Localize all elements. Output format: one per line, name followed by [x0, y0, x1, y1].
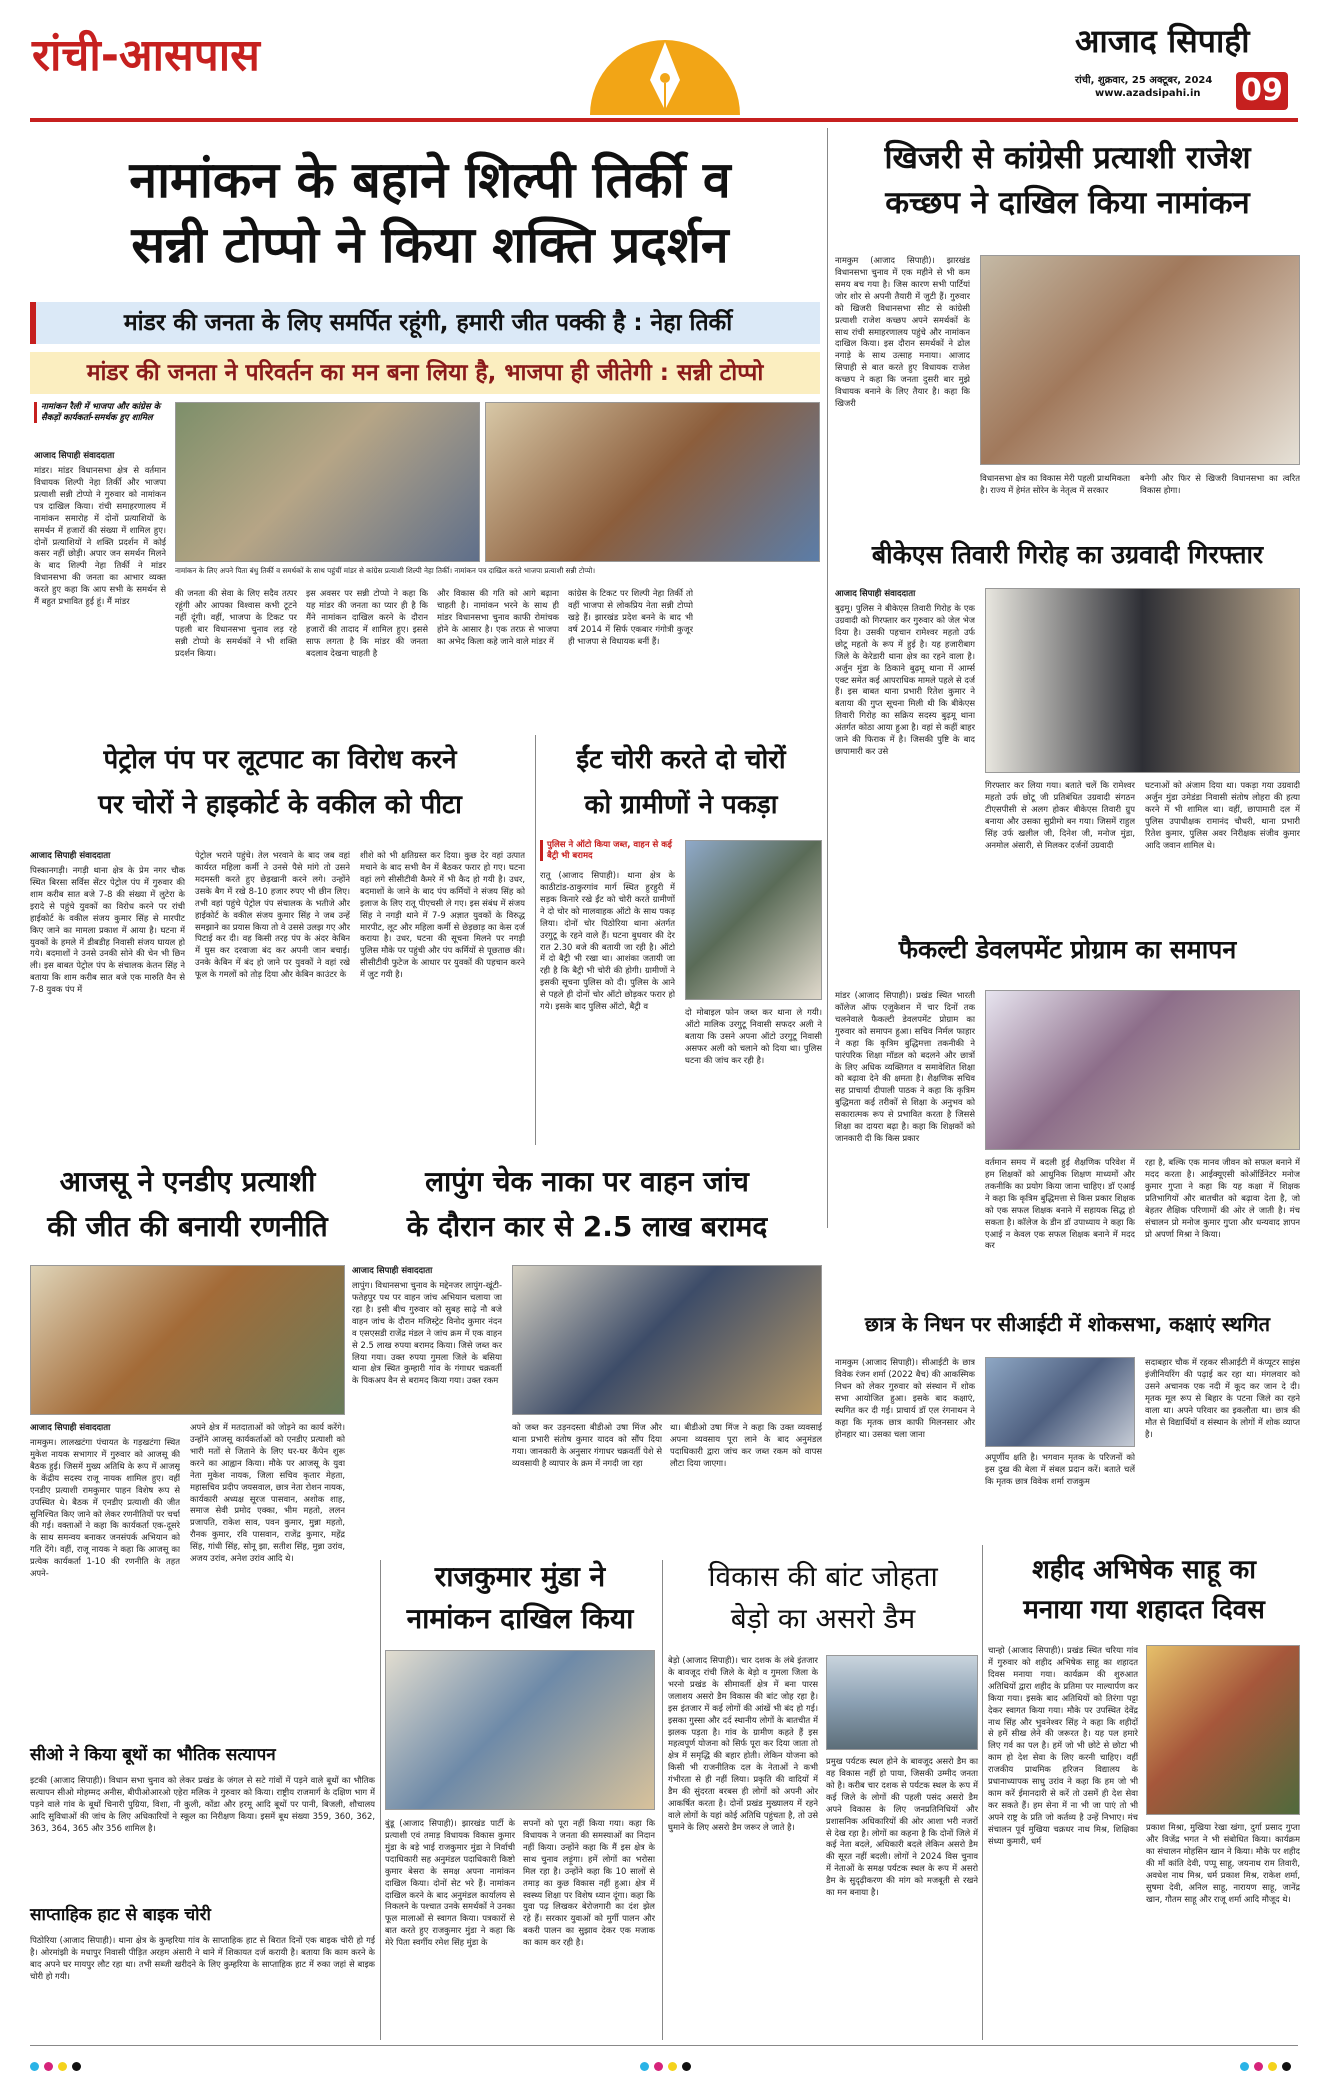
rajkumar-body: बुंडू (आजाद सिपाही)। झारखंड पार्टी के प्रत्याशी एवं तमाड़ विधायक विकास कुमार मुंडा के बड़े भाई राजकुमार मुंडा ने निर्वाची पदाधिकारी सह अनुमंडल पदाधिकारी किष्टो कुमार बेसरा के समक्ष अपना नामांकन दाखिल किया। दोनों सेट भरे हैं। नामांकन दाखिल करने के बाद अनुमंडल कार्यालय से निकलने के पश्चात उनके समर्थकों ने उनका फूल मालाओं से स्वागत किया। पत्रकारों से बात करते हुए राजकुमार मुंडा ने कहा कि मेरे पिता स्वर्गीय रमेश सिंह मुंडा के [385, 1818, 515, 1948]
lead-photo-caption: नामांकन के लिए अपने पिता बंधु तिर्की व समर्थकों के साथ पहुंचीं मांडर से कांग्रेस प्रत्याशी शिल्पी नेहा तिर्की। नामांकन पत्र दाखिल करते भाजपा प्रत्याशी सन्नी टोप्पो। [175, 566, 596, 575]
khijri-body-2: विधानसभा क्षेत्र का विकास मेरी पहली प्राथमिकता है। राज्य में हेमंत सोरेन के नेतृत्व में सरकार [980, 473, 1130, 495]
bks-body-3: घटनाओं को अंजाम दिया था। पकड़ा गया उग्रवादी अर्जुन मुंडा उमेडंडा निवासी संतोष लोहरा की हत्या करने में भी शामिल था। वहीं, छापामारी दल में पुलिस उपाधीक्षक रामानंद चौधरी, थाना प्रभारी रितेश कुमार, पुलिस अवर निरीक्षक संजीव कुमार आदि जवान शामिल थे। [1145, 780, 1300, 850]
petrol-headline-line2: पर चोरों ने हाइकोर्ट के वकील को पीटा [98, 790, 462, 820]
color-dot [44, 2062, 53, 2071]
pen-nib-logo-icon [590, 20, 740, 115]
lead-body-col2: की जनता की सेवा के लिए सदैव तत्पर रहूंगी और आपका विश्वास कभी टूटने नहीं दूंगी। वहीं, भाजपा के टिकट पर पहली बार विधानसभा चुनाव लड़ रहे सन्नी टोप्पो के समर्थकों ने भी शक्ति प्रदर्शन किया। [175, 588, 297, 658]
bks-byline: आजाद सिपाही संवाददाता [835, 589, 916, 599]
header-rule [30, 118, 1298, 122]
vikas-body: बेड़ो (आजाद सिपाही)। चार दशक के लंबे इंतजार के बावजूद रांची जिले के बेड़ो व गुमला जिला के भरनो प्रखंड के सीमावर्ती क्षेत्र में बना पारस जलाशय असरो डैम विकास की बांट जोह रहा है। इस इंतजार में कई लोगों की आंखें भी बंद हो गई। इसका गुस्सा और दर्द स्थानीय लोगों के बातचीत में झलक पड़ता है। गांव के ग्रामीण कहते हैं इस महत्वपूर्ण योजना को सिर्फ पूरा कर दिया जाता तो क्षेत्र में समृद्धि की बहार होती। लेकिन योजना को किसी भी राजनीतिक दल के नेताओं ने कभी गंभीरता से ही नहीं लिया। प्रकृति की वादियों में डैम की सुंदरता बरबस ही लोगों को अपनी ओर आकर्षित करता है। दोनों प्रखंड मुख्यालय में रहने वाले लोगों के यहां कोई अतिथि पहुंचता है, तो उसे घुमाने के लिए असरो डैम जरूर ले जाते है। [668, 1655, 818, 1832]
column-divider-mid [535, 735, 536, 1145]
brick-body: रातू (आजाद सिपाही)। थाना क्षेत्र के काठीटांड-ठाकुरगांव मार्ग स्थित हुरहुरी में सड़क किनारे रखे ईंट को चोरी करते ग्रामीणों ने दो चोर को मालवाहक ऑटो के साथ पकड़ लिया। दोनों चोर पिठोरिया थाना अंतर्गत उरगुटू के रहने वाले हैं। घटना बुधवार की देर रात 2.30 बजे की बतायी जा रही है। ऑटो में दो बैट्री भी रखा था। आशंका जतायी जा रही है कि बैट्री भी चोरी की होगी। ग्रामीणों ने इसकी सूचना पुलिस को दी। पुलिस के आने से पहले ही दोनों चोर ऑटो छोड़कर फरार हो गये। इसके बाद पुलिस ऑटो, बैट्री व [540, 870, 675, 1012]
lead-deck-1: मांडर की जनता के लिए समर्पित रहूंगी, हमारी जीत पक्की है : नेहा तिर्की [30, 302, 820, 344]
brick-photo [685, 840, 822, 1000]
khijri-body-3: बनेगी और फिर से खिजरी विधानसभा का त्वरित विकास होगा। [1140, 473, 1300, 495]
color-dot [72, 2062, 81, 2071]
khijri-story [835, 130, 1300, 530]
lead-deck-2: मांडर की जनता ने परिवर्तन का मन बना लिया है, भाजपा ही जीतेगी : सन्नी टोप्पो [30, 352, 820, 394]
vikas-headline-line1: विकास की बांट जोहता [708, 1560, 938, 1593]
column-divider-right [827, 128, 828, 1228]
sit-story [835, 1312, 1300, 1542]
faculty-headline: फैकल्टी डेवलपमेंट प्रोग्राम का समापन [898, 935, 1237, 964]
shaheed-photo [1146, 1645, 1300, 1815]
page-number: 09 [1236, 72, 1288, 110]
lead-body-col5: कांग्रेस के टिकट पर शिल्पी नेहा तिर्की तो वहीं भाजपा से लोकप्रिय नेता सन्नी टोप्पो खड़े हैं। झारखंड प्रदेश बनने के बाद भी वर्ष 2014 में सिर्फ एकबार गंगोत्री कुजूर ही भाजपा से विधायक बनीं हैं। [568, 588, 693, 646]
column-divider-bottom-2 [662, 1560, 663, 2040]
color-dot [30, 2062, 39, 2071]
bks-photo [985, 588, 1300, 773]
brick-headline-line1: ईंट चोरी करते दो चोरों [576, 745, 786, 775]
faculty-body-2: वर्तमान समय में बदली हुई शैक्षणिक परिवेश में हम शिक्षकों को आधुनिक शिक्षण माध्यमों और तकनीकि का प्रयोग किया जाना चाहिए। डॉ एआई ने कहा कि कृत्रिम बुद्धिमत्ता से किस प्रकार शिक्षक को एक सफल शिक्षक बनाने में सहायक सिद्ध हो सकता है। कॉलेज के डीन डॉ उपाध्याय ने कहा कि एआई न केवल एक सफल शिक्षक बनाने में मदद कर [985, 1157, 1135, 1251]
brick-headline-line2: को ग्रामीणों ने पकड़ा [584, 790, 778, 820]
lapung-body: लापुंग। विधानसभा चुनाव के मद्देनजर लापुंग-खूंटी-फतेहपुर पथ पर वाहन जांच अभियान चलाया जा रहा है। इसी बीच गुरुवार को सुबह साढ़े नौ बजे वाहन जांच के दौरान मजिस्ट्रेट विनोद कुमार नंदन व एसएसडी राजेंद्र मंडल ने जांच क्रम में एक वाहन से 2.5 लाख रुपया बरामद किया। जिसे जब्त कर लिया गया। उक्त रुपया गुमला जिले के बसिया थाना क्षेत्र स्थित कुम्हारी गांव के गंगाधर चक्रवर्ती के पिकअप वैन से बरामद किया गया। उक्त रकम [352, 1280, 502, 1386]
petrol-headline-line1: पेट्रोल पंप पर लूटपाट का विरोध करने [103, 745, 457, 775]
rajkumar-photo [385, 1650, 655, 1810]
sit-body: नामकुम (आजाद सिपाही)। सीआईटी के छात्र विवेक रंजन शर्मा (2022 बैच) की आकस्मिक निधन को लेकर गुरुवार को संस्थान में शोक सभा आयोजित हुआ। इसके बाद कक्षाएं, स्थगित कर दी गई। प्राचार्य डॉ एल रंगनाथन ने कहा कि मृतक छात्र काफी मिलनसार और होनहार था। उसका चला जाना [835, 1357, 975, 1439]
color-dot [640, 2062, 649, 2071]
rajkumar-headline-line2: नामांकन दाखिल किया [406, 1602, 634, 1635]
ajsu-body-2: अपने क्षेत्र में मतदाताओं को जोड़ने का कार्य करेंगे। उन्होंने आजसू कार्यकर्ताओं को एनडीए प्रत्याशी को भारी मतों से जिताने के लिए घर-घर कैंपेन शुरू करने का आह्वान किया। मौके पर आजसू के युवा नेता मुकेश नायक, जिला सचिव कृतार मेहता, महासचिव प्रदीप जयसवाल, छात्र नेता रोशन नायक, कार्यकारी अध्यक्ष सूरज पासवान, अशोक शाह, समाज सेवी प्रमोद एक्का, भीम महतो, ललन प्रजापति, राकेश साव, पवन कुमार, मुन्ना महतो, रौनक कुमार, रवि पासवान, राजेंद्र कुमार, महेंद्र सिंह, गांधी सिंह, सोनू झा, सतीश सिंह, मुन्ना उरांव, अजय उरांव, अनेश उरांव आदि थे। [190, 1422, 345, 1564]
color-dot [654, 2062, 663, 2071]
color-dot [682, 2062, 691, 2071]
lapung-headline-line2: के दौरान कार से 2.5 लाख बरामद [406, 1210, 768, 1243]
vikas-body-2: प्रमुख पर्यटक स्थल होने के बावजूद असरो डैम का वह विकास नहीं हो पाया, जिसकी उम्मीद जनता को है। करीब चार दशक से पर्यटक स्थल के रूप में कई जिले के लोगों की पहली पसंद असरो डैम अपने विकास के लिए जनप्रतिनिधियों और प्रशासनिक अधिकारियों की ओर आशा भरी नजरों से देख रहा है। लोगों का कहना है कि दोनों जिले में कई नेता बदले, अधिकारी बदले लेकिन असरो डैम की सूरत नहीं बदली। लोगों ने 2024 विस चुनाव में नेताओं के समक्ष पर्यटक स्थल के रूप में असरो डैम के सुदृढ़ीकरण की मांग को मजबूती से रखने का मन बनाया है। [826, 1756, 978, 1898]
rajkumar-headline-line1: राजकुमार मुंडा ने [434, 1560, 606, 1593]
website: www.azadsipahi.in [1095, 88, 1201, 99]
lead-byline: आजाद सिपाही संवाददाता [34, 451, 115, 461]
haat-body: पिठोरिया (आजाद सिपाही)। थाना क्षेत्र के कुम्हरिया गांव के साप्ताहिक हाट से बिरात दिनों एक बाइक चोरी हो गई है। ओरमांझी के मधापुर निवासी पीड़ित अरहम अंसारी ने थाने में शिकायत दर्ज करायी है। बताया कि काम करने के बाद अपने घर मायपुर लौट रहा था। तभी सब्जी खरीदने के लिए कुम्हरिया के साप्ताहिक हाट में रुका जहां से बाइक चोरी हो गयी। [30, 1935, 375, 1981]
lapung-headline-line1: लापुंग चेक नाका पर वाहन जांच [425, 1165, 749, 1198]
shaheed-headline-line1: शहीद अभिषेक साहू का [1032, 1555, 1256, 1585]
ajsu-story [30, 1160, 345, 1735]
dateline: रांची, शुक्रवार, 25 अक्टूबर, 2024 [1075, 75, 1213, 86]
rajkumar-body-2: सपनों को पूरा नहीं किया गया। कहा कि विधायक ने जनता की समस्याओं का निदान नहीं किया। उन्होंने कहा कि मैं इस क्षेत्र के साथ चुनाव लड़ूंगा। हमें लोगों का भरोसा मिल रहा है। उन्होंने कहा कि 10 सालों से तमाड़ का कुछ विकास नहीं हुआ। क्षेत्र में स्वस्थ्य शिक्षा पर विशेष ध्यान दूंगा। कहा कि युवा पढ़ लिखकर बेरोजगारी का दंश झेल रहे हैं। सरकार युवाओं को मुर्गी पालन और बकरी पालन का सुझाव देकर एक मजाक का काम कर रही है। [523, 1818, 655, 1948]
lapung-photo [512, 1265, 822, 1415]
section-title: रांची-आसपास [32, 30, 260, 81]
color-dot [1240, 2062, 1249, 2071]
sit-photo [985, 1357, 1135, 1447]
color-dot [1254, 2062, 1263, 2071]
lead-headline-line1: नामांकन के बहाने शिल्पी तिर्की व [129, 151, 731, 209]
lead-headline-line2: सन्नी टोप्पो ने किया शक्ति प्रदर्शन [131, 216, 729, 274]
ajsu-headline-line2: की जीत की बनायी रणनीति [47, 1210, 328, 1243]
lead-story [30, 130, 820, 720]
sit-body-3: सदाबहार चौक में रहकर सीआईटी में कंप्यूटर साइंस इंजीनियरिंग की पढ़ाई कर रहा था। मंगलवार को उसने अचानक एक नदी में कूद कर जान दे दी। मृतक मूल रूप से बिहार के पटना जिले का रहने वाला था। अपने परिवार का इकलौता था। छात्र की मौत से विद्यार्थियों व संस्थान के लोगों में शोक व्याप्त है। [1145, 1357, 1300, 1439]
footer-dots-left [30, 2056, 86, 2075]
bks-headline: बीकेएस तिवारी गिरोह का उग्रवादी गिरफ्तार [871, 540, 1264, 569]
faculty-body-3: रहा है, बल्कि एक मानव जीवन को सफल बनाने में मदद करता है। आईक्यूएसी कोऑर्डिनेटर मनोज कुमार गुप्ता ने कहा कि यह कक्षा में शिक्षक प्रतिभागियों और बातचीत को बढ़ावा देता है, जो बेहतर शैक्षिक परिणामों की ओर ले जाती है। मंच संचालन प्रो मनोज कुमार गुप्ता और धन्यवाद ज्ञापन प्रो अपर्णा मिश्रा ने किया। [1145, 1157, 1300, 1239]
footer-dots-center [640, 2056, 696, 2075]
brick-story [540, 735, 822, 1155]
ajsu-body: नामकुम। लालखटंगा पंचायत के गड़खटंगा स्थित मुकेश नायक सभागार में गुरुवार को आजसू की बैठक हुई। जिसमें मुख्य अतिथि के रूप में आजसू के केंद्रीय सदस्य राजू नायक शामिल हुए। वहीं एनडीए प्रत्याशी रामकुमार पाहन विशेष रूप से उपस्थित थे। बैठक में एनडीए प्रत्याशी की जीत सुनिश्चित किए जाने को लेकर रणनीतियों पर चर्चा की गई। वक्ताओं ने कहा कि कार्यकर्ता एक-दूसरे के साथ समन्वय बनाकर जनसंपर्क अभियान को गति देंगे। वहीं, राजू नायक ने कहा कि आजसू का प्रत्येक कार्यकर्ता 1-10 की रणनीति के तहत अपने- [30, 1437, 180, 1579]
haat-headline: साप्ताहिक हाट से बाइक चोरी [30, 1905, 211, 1925]
lapung-body-2: को जब्त कर उड़नदस्ता बीडीओ उषा मिंज और थाना प्रभारी संतोष कुमार यादव को सौंप दिया गया। जानकारी के अनुसार गंगाधर चक्रवर्ती पेशे से व्यवसायी है व्यापार के क्रम में नगदी जा रहा [512, 1422, 662, 1468]
lead-body-col4: और विकास की गति को आगे बढ़ाना चाहती है। नामांकन भरने के साथ ही मांडर विधानसभा चुनाव काफी रोमांचक होने के आसार है। एक तरफ़ से भाजपा का अभेद किला कहे जाने वाले मांडर में [437, 588, 559, 646]
footer-bar [30, 2045, 1298, 2075]
header [0, 0, 1325, 125]
bks-story [835, 540, 1300, 940]
column-divider-bottom-3 [982, 1545, 983, 2040]
khijri-headline-line2: कच्छप ने दाखिल किया नामांकन [885, 185, 1250, 221]
color-dot [668, 2062, 677, 2071]
sio-headline: सीओ ने किया बूथों का भौतिक सत्यापन [30, 1745, 276, 1765]
lapung-byline: आजाद सिपाही संवाददाता [352, 1266, 433, 1276]
ajsu-byline: आजाद सिपाही संवाददाता [30, 1423, 111, 1433]
faculty-photo [985, 990, 1300, 1150]
khijri-photo [980, 255, 1300, 465]
haat-story [30, 1905, 375, 2035]
ajsu-photo [30, 1265, 345, 1415]
sit-body-2: अपूर्णीय क्षति है। भगवान मृतक के परिजनों को इस दुख की बेला में संबल प्रदान करें। बताते चलें कि मृतक छात्र विवेक शर्मा राजकुम [985, 1452, 1135, 1486]
shaheed-body-2: प्रकाश मिश्रा, मुखिया रेखा खंगा, दुर्गा प्रसाद गुप्ता और विजेंद्र भगत ने भी संबोधित किया। कार्यक्रम का संचालन मोहसिन खान ने किया। मौके पर शहीद की माँ कांति देवी, पप्पू साहू, जयनाथ राम तिवारी, अवधेश नाथ मिश्र, धर्म प्रकाश मिश्र, राकेश शर्मा, सुषमा देवी, अनिल साहू, नारायण साहू, जानेंद्र खान, गौतम साहू और राजू शर्मा आदि मौजूद थे। [1146, 1822, 1300, 1904]
shaheed-story [988, 1550, 1300, 2040]
sio-story [30, 1745, 375, 1885]
lead-kicker: नामांकन रैली में भाजपा और कांग्रेस के सैकड़ों कार्यकर्ता-समर्थक हुए शामिल [34, 402, 166, 423]
sio-body: इटकी (आजाद सिपाही)। विधान सभा चुनाव को लेकर प्रखंड के जंगल से सटे गांवों में पड़ने वाले बूथों का भौतिक सत्यापन सीओ मोहम्मद अनीस, बीपीओआरओ एहेरा मलिक ने गुरुवार को किया। राष्ट्रीय राजमार्ग के दक्षिण भाग में पड़ने वाले गांव के बूथों चिनारी पुग्रिया, विशा, नी कुली, कोंडा और हरमू आदि बूथों पर पानी, बिजली, शौचालय आदि सुविधाओं की जांच के लिए अधिकारियों ने स्कूल का निरीक्षण किया। इसमें बूथ संख्या 359, 360, 362, 363, 364, 365 और 356 शामिल है। [30, 1775, 375, 1833]
brick-body-2: दो मोबाइल फोन जब्त कर थाना ले गयी। ऑटो मालिक उरगुटू निवासी सफदर अली ने बताया कि उसने अपना ऑटो उरगुटू निवासी असफर अली को चलाने को दिया था। पुलिस घटना की जांच कर रही है। [685, 1007, 822, 1065]
color-dot [1268, 2062, 1277, 2071]
color-dot [1282, 2062, 1291, 2071]
color-dot [58, 2062, 67, 2071]
khijri-body: नामकुम (आजाद सिपाही)। झारखंड विधानसभा चुनाव में एक महीने से भी कम समय बच गया है। जिस कारण सभी पार्टियां जोर शोर से अपनी तैयारी में जुटी हैं। गुरुवार को खिजरी विधानसभा सीट से कांग्रेसी प्रत्याशी राजेश कच्छप अपने समर्थकों के साथ रांची समाहरणालय पहुंचे और नामांकन दाखिल किया। इस दौरान समर्थकों ने ढोल नगाड़े के साथ उत्साह मनाया। आजाद सिपाही से बात करते हुए विधायक राजेश कच्छप ने कहा कि जनता दुसरी बार मुझे विधायक बनाने के लिए तैयार है। कहा कि खिजरी [835, 255, 970, 409]
faculty-story [835, 935, 1300, 1310]
bks-body: बुढ़मू। पुलिस ने बीकेएस तिवारी गिरोह के एक उग्रवादी को गिरफ्तार कर गुरुवार को जेल भेज दिया है। उसकी पहचान रामेश्वर महतो उर्फ छोटू महतो के रूप में हुई है। यह हजारीबाग जिले के केरेडारी थाना क्षेत्र का रहने वाला है। अर्जुन मुंडा के ठिकाने बुढ़मू थाना में आर्म्स एक्ट समेत कई आपराधिक मामले पहले से दर्ज हैं। इस बाबत थाना प्रभारी रितेश कुमार ने बताया की गुप्त सूचना मिली थी कि बीकेएस तिवारी गिरोह का सक्रिय सदस्य बुढ़मू थाना अंतर्गत कोठा आया हुआ है। वहां से कहीं बाहर जाने की फिराक में है। जिसकी पुष्टि के बाद छापामारी कर उसे [835, 603, 975, 757]
vikas-photo [826, 1655, 978, 1750]
shaheed-body: चान्हो (आजाद सिपाही)। प्रखंड स्थित चरिया गांव में गुरुवार को शहीद अभिषेक साहू का शहादत दिवस मनाया गया। कार्यक्रम की शुरुआत अतिथियों द्वारा शहीद के प्रतिमा पर माल्यार्पण कर किया गया। इसके बाद अतिथियों को तिरंगा पट्टा देकर स्वागत किया गया। मौके पर उपस्थित देवेंद्र नाथ सिंह और भुवनेश्वर सिंह ने कहा कि शहीदों से हमें सीख लेने की जरूरत है। यह पल हमारे लिए गर्व का पल है। हमें जो भी छोटे से छोटा भी काम हो देश सेवा के लिए करनी चाहिए। वहीं राजकीय प्राथमिक हरिजन विद्यालय के प्रधानाध्यापक साधु उरांव ने कहा कि हम जो भी काम करें ईमानदारी से करें तो उसमें ही देश सेवा कर सकते हैं। हम सेना में ना भी जा पाएं तो भी अपने राष्ट्र के प्रति जो कर्तव्य है उन्हें निभाए। मंच संचालन पूर्व मुखिया चक्रधर नाथ मिश्र, शिक्षिका संध्या कुमारी, धर्म [988, 1645, 1138, 1846]
sit-headline: छात्र के निधन पर सीआईटी में शोकसभा, कक्षाएं स्थगित [864, 1312, 1271, 1336]
lead-body-col1: मांडर। मांडर विधानसभा क्षेत्र से वर्तमान विधायक शिल्पी नेहा तिर्की और भाजपा प्रत्याशी सन्नी टोप्पो ने गुरुवार को नामांकन पत्र दाखिल किया। रांची समाहरणालय में नामांकन समारोह में दोनों प्रत्याशियों के समर्थन में हजारों की संख्या में शामिल हुए। दोनों प्रत्याशियों ने शक्ति प्रदर्शन में कोई कसर नहीं छोड़ी। अपार जन समर्थन मिलने के बाद शिल्पी नेहा तिर्की ने मांडर विधानसभा की जनता का आभार व्यक्त करते हुए कहा कि आप सभी के समर्थन से मैं बहुत प्रभावित हुई हूं। मैं मांडर [34, 465, 166, 607]
vikas-headline-line2: बेड़ो का असरो डैम [730, 1602, 916, 1635]
lead-body-col3: इस अवसर पर सन्नी टोप्पो ने कहा कि यह मांडर की जनता का प्यार ही है कि मैंने नामांकन दाखिल करने के दौरान हजारों की तादाद में शामिल हुए। इससे साफ लगता है कि मांडर की जनता बदलाव देखना चाहती है [306, 588, 428, 658]
faculty-body: मांडर (आजाद सिपाही)। प्रखंड स्थित भारती कॉलेज ऑफ एजुकेशन में चार दिनों तक चलनेवाले फैकल्टी डेवलपमेंट प्रोग्राम का गुरुवार को समापन हुआ। सचिव निर्मल फाहार ने कहा कि कृत्रिम बुद्धिमत्ता तकनीकी ने पारंपरिक शिक्षा मॉडल को बदलने और छात्रों के लिए अधिक व्यक्तिगत व समावेशित शिक्षा को बढ़ावा देने की क्षमता है। शैक्षणिक सचिव सह प्राचार्या दीपाली पाठक ने कहा कि कृत्रिम बुद्धिमता कई तरीकों से शिक्षा के अनुभव को सकारात्मक रूप से प्रभावित करता है जिससे शिक्षा का दायरा बढ़ा है। कहा कि शिक्षकों को जानकारी दी कि किस प्रकार [835, 990, 975, 1144]
lapung-body-3: था। बीडीओ उषा मिंज ने कहा कि उक्त व्यवसाई अपना व्यवसाय पूरा लाने के बाद अनुमंडल पदाधिकारी द्वारा जांच कर जब्त रकम को वापस लौटा दिया जाएगा। [670, 1422, 822, 1468]
petrol-byline: आजाद सिपाही संवाददाता [30, 851, 111, 861]
lapung-story [352, 1160, 822, 1555]
vikas-story [668, 1560, 978, 2040]
lead-photo-nomination [485, 402, 820, 562]
footer-dots-right [1240, 2056, 1296, 2075]
khijri-headline-line1: खिजरी से कांग्रेसी प्रत्याशी राजेश [884, 140, 1251, 176]
petrol-body-3: शीशे को भी क्षतिग्रस्त कर दिया। कुछ देर वहां उत्पात मचाने के बाद सभी वैन में बैठकर फरार हो गए। घटना वहां लगे सीसीटीवी कैमरे में भी कैद हो गयी है। उधर, बदमाशों के जाने के बाद पंप कर्मियों ने संजय सिंह को इलाज के लिए रातू पीएचसी ले गए। इस संबंध में संजय सिंह ने नगड़ी थाने में 7-9 अज्ञात युवकों के विरुद्ध मारपीट, लूट और महिला कर्मी से छेड़छाड़ का केस दर्ज कराया है। उधर, घटना की सूचना मिलने पर नगड़ी पुलिस मौके पर पहुंची और पंप कर्मियों से पूछताछ की। सीसीटीवी फुटेज के आधार पर युवकों की पहचान करने में जुट गयी है। [360, 850, 525, 980]
masthead: आजाद सिपाही [1075, 22, 1250, 60]
shaheed-headline-line2: मनाया गया शहादत दिवस [1023, 1595, 1265, 1625]
bks-body-2: गिरफ्तार कर लिया गया। बताते चलें कि रामेश्वर महतो उर्फ छोटू जी प्रतिबंधित उग्रवादी संगठन टीएसपीसी से अलग होकर बीकेएस तिवारी ग्रुप बनाया और उसका सुप्रीमो बन गया। जिसमें राहुल सिंह उर्फ खलील जी, दिनेश जी, मनोज मुंडा, अनमोल अंसारी, से मिलकर दर्जनों उग्रवादी [985, 780, 1135, 850]
petrol-body-2: पेट्रोल भराने पहुंचे। तेल भरवाने के बाद जब वहां कार्यरत महिला कर्मी ने उनसे पैसे मांगे तो उसने मदमस्ती करते हुए छेड़खानी करने लगे। उन्होंने उसके बैग में रखे 8-10 हजार रुपए भी छीन लिए। तभी वहां पहुंचे पेट्रोल पंप संचालक के भतीजे और हाईकोर्ट के वकील संजय कुमार सिंह ने जब उन्हें समझाने का प्रयास किया तो वे उससे उलझ गए और पिटाई कर दी। वह किसी तरह पंप के अंदर केबिन में घुस कर दरवाजा बंद कर अपनी जान बचाई। उनके केबिन में बंद हो जाने पर युवकों ने वहां रखे फूल के गमलों को तोड़ दिया और केबिन काउंटर के [195, 850, 350, 980]
rajkumar-story [385, 1560, 655, 2040]
column-divider-bottom-1 [380, 1560, 381, 2040]
brick-kicker: पुलिस ने ऑटो किया जब्त, वाहन से कई बैट्री भी बरामद [540, 840, 675, 861]
lead-photo-rally [175, 402, 480, 562]
ajsu-headline-line1: आजसू ने एनडीए प्रत्याशी [59, 1165, 316, 1198]
petrol-story [30, 735, 530, 1155]
petrol-body: पिस्कानगड़ी। नगड़ी थाना क्षेत्र के प्रेम नगर चौक स्थित बिरसा सर्विस सेंटर पेट्रोल पंप में गुरुवार की शाम करीब सात बजे 7-8 की संख्या में लुटेरा के इरादे से पहुंचे युवकों का विरोध करने पर रांची हाईकोर्ट के वकील संजय कुमार सिंह से मारपीट किए जाने का मामला प्रकाश में आया है। घटना में युवकों के हमले में डीबडीह निवासी संजय घायल हो गये। बदमाशों ने उनसे उनकी सोने की चेन भी छिन ली। इस बाबत पेट्रोल पंप के संचालक केतन सिंह ने बताया कि शाम करीब सात बजे एक मारुति वैन से 7-8 युवक पंप में [30, 865, 185, 995]
